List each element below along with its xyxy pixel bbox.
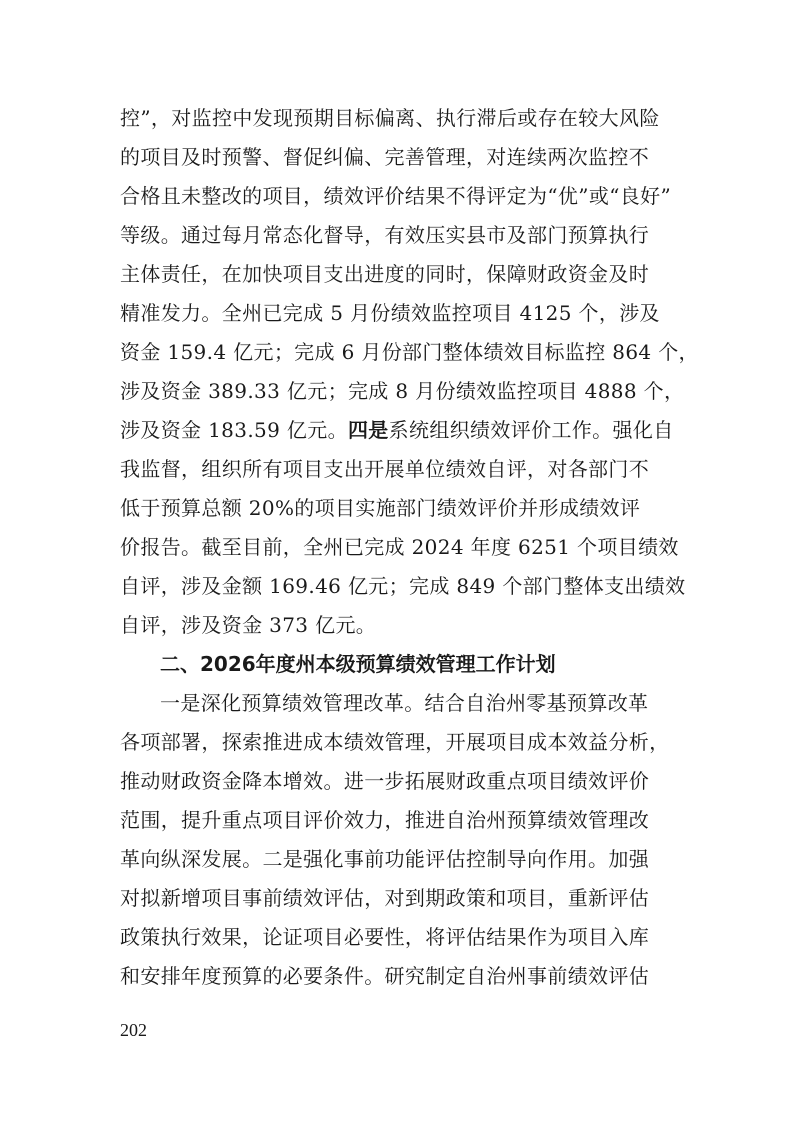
body-text-line: 精准发力。全州已完成 5 月份绩效监控项目 4125 个，涉及 — [120, 301, 660, 325]
body-text-line: 对拟新增项目事前绩效评估，对到期政策和项目，重新评估 — [120, 886, 650, 910]
body-text-line: 主体责任，在加快项目支出进度的同时，保障财政资金及时 — [120, 262, 650, 286]
line-segment: 系统组织绩效评价工作。强化自 — [388, 418, 674, 442]
body-text-line: 价报告。截至目前，全州已完成 2024 年度 6251 个项目绩效 — [120, 535, 679, 559]
body-text-line: 自评，涉及金额 169.46 亿元；完成 849 个部门整体支出绩效 — [120, 574, 686, 598]
page-number: 202 — [120, 1020, 147, 1040]
body-text-line — [120, 410, 680, 450]
body-text-line: 政策执行效果，论证项目必要性，将评估结果作为项目入库 — [120, 925, 650, 949]
body-text-line: 资金 159.4 亿元；完成 6 月份部门整体绩效目标监控 864 个， — [120, 340, 699, 364]
body-text-line: 和安排年度预算的必要条件。研究制定自治州事前绩效评估 — [120, 964, 650, 988]
section-heading: 二、2026年度州本级预算绩效管理工作计划 — [160, 652, 556, 676]
keyword-emphasis: 四是 — [347, 418, 389, 442]
body-text-line: 一是深化预算绩效管理改革。结合自治州零基预算改革 — [160, 691, 649, 715]
line-segment: 涉及资金 183.59 亿元。 — [120, 418, 348, 442]
body-text-line: 革向纵深发展。二是强化事前功能评估控制导向作用。加强 — [120, 847, 650, 871]
body-text-line: 各项部署，探索推进成本绩效管理，开展项目成本效益分析， — [120, 730, 670, 754]
body-text-line: 等级。通过每月常态化督导，有效压实县市及部门预算执行 — [120, 223, 650, 247]
body-text-line: 范围，提升重点项目评价效力，推进自治州预算绩效管理改 — [120, 808, 650, 832]
body-text-line: 合格且未整改的项目，绩效评价结果不得评定为“优”或“良好” — [120, 184, 672, 208]
body-text-line: 低于预算总额 20%的项目实施部门绩效评价并形成绩效评 — [120, 496, 641, 520]
body-text-line: 控”，对监控中发现预期目标偏离、执行滞后或存在较大风险 — [120, 106, 660, 130]
body-text-line: 涉及资金 389.33 亿元；完成 8 月份绩效监控项目 4888 个， — [120, 379, 685, 403]
body-text-line: 我监督，组织所有项目支出开展单位绩效自评，对各部门不 — [120, 457, 650, 481]
body-text-line: 的项目及时预警、督促纠偏、完善管理，对连续两次监控不 — [120, 145, 650, 169]
body-text-line: 自评，涉及资金 373 亿元。 — [120, 613, 377, 637]
body-text-line: 推动财政资金降本增效。进一步拓展财政重点项目绩效评价 — [120, 769, 650, 793]
